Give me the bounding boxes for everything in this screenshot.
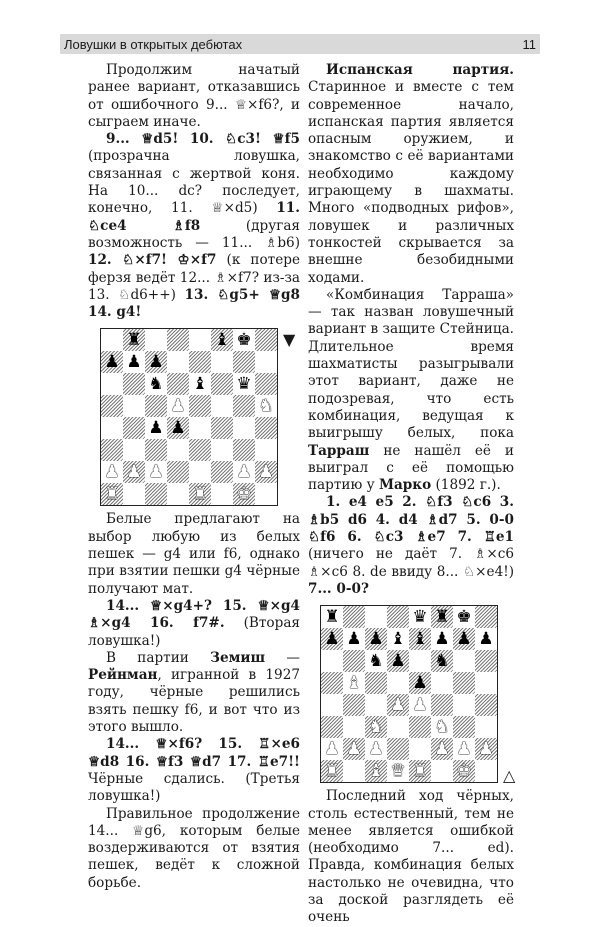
- board-square: ♟: [167, 395, 189, 417]
- board-square: [167, 329, 189, 351]
- text: «Комбинация Тарраша» — так назван ловушечный вариант в защите Стейница. Длительное время шахматисты разыгрывали этот вариант, даже не подозревая, что есть комбинация, ведущая к выигрышу белых, пока: [308, 286, 514, 442]
- board-square: ♝: [387, 628, 409, 650]
- board-square: [189, 417, 211, 439]
- board-square: [343, 716, 365, 738]
- board-square: [343, 694, 365, 716]
- board-square: ♞: [145, 373, 167, 395]
- board-square: [145, 439, 167, 461]
- board-square: [101, 395, 123, 417]
- board-square: [189, 395, 211, 417]
- board-square: [387, 716, 409, 738]
- board-square: ♚: [453, 760, 475, 782]
- board-square: [475, 760, 497, 782]
- player-name: Тарраш: [308, 442, 370, 459]
- board-square: [145, 329, 167, 351]
- right-column: [308, 62, 514, 927]
- commentary: Чёрные сдались. (Третья ловушка!): [88, 770, 300, 805]
- board-square: [233, 439, 255, 461]
- board-square: [321, 716, 343, 738]
- board-square: [475, 672, 497, 694]
- board-square: ♚: [233, 329, 255, 351]
- board-square: [211, 373, 233, 395]
- board-square: [453, 672, 475, 694]
- board-square: [431, 672, 453, 694]
- board-square: ♞: [255, 395, 277, 417]
- board-square: ♜: [409, 760, 431, 782]
- board-square: [475, 694, 497, 716]
- commentary: (прозрачна ловушка, связанная с жертвой коня. На 10... dc? последует, конечно, 11. ♕×d5): [88, 148, 300, 217]
- commentary: (к потере ферзя ведёт 12... ♗×f7? из-за 13. ♘d6++): [88, 252, 300, 303]
- board-square: [475, 716, 497, 738]
- board-square: [431, 694, 453, 716]
- board-square: [321, 672, 343, 694]
- board-square: [233, 417, 255, 439]
- running-header: [60, 34, 540, 54]
- paragraph: [88, 650, 300, 736]
- board-square: ♞: [431, 716, 453, 738]
- board-square: [365, 672, 387, 694]
- board-square: ♟: [145, 351, 167, 373]
- paragraph: Правильное продолжение 14... ♕g6, которым белые воздерживаются от взятия пешек, ведёт к сложной борьбе.: [88, 805, 300, 891]
- board-square: ♛: [233, 373, 255, 395]
- board-square: [167, 351, 189, 373]
- text: —: [265, 649, 301, 666]
- board-square: ♜: [101, 483, 123, 505]
- board-square: ♟: [145, 417, 167, 439]
- board-square: [145, 395, 167, 417]
- board-square: ♚: [453, 606, 475, 628]
- board-square: ♟: [365, 738, 387, 760]
- board-square: ♛: [387, 760, 409, 782]
- board-square: [211, 461, 233, 483]
- move-sequence: 13. ♘g5+ ♕g8 14. g4!: [88, 286, 300, 321]
- board-square: [101, 373, 123, 395]
- white-to-move-marker: △: [503, 766, 516, 786]
- board-square: [453, 694, 475, 716]
- board-square: ♟: [145, 461, 167, 483]
- board-square: ♟: [431, 628, 453, 650]
- board-square: [211, 417, 233, 439]
- board-square: [189, 461, 211, 483]
- board-square: ♟: [409, 694, 431, 716]
- board-square: [387, 738, 409, 760]
- board-square: [123, 417, 145, 439]
- board-square: [255, 483, 277, 505]
- board-square: [409, 650, 431, 672]
- board-square: [167, 461, 189, 483]
- board-square: [123, 395, 145, 417]
- board-square: ♞: [365, 716, 387, 738]
- board-square: [211, 439, 233, 461]
- chess-diagram-1: [100, 328, 296, 506]
- text: (1892 г.).: [431, 477, 501, 494]
- board-square: [255, 329, 277, 351]
- board-square: [189, 439, 211, 461]
- board-square: ♝: [343, 672, 365, 694]
- board-square: [167, 439, 189, 461]
- paragraph: [308, 287, 514, 495]
- board-square: ♟: [233, 461, 255, 483]
- board-square: [387, 672, 409, 694]
- board-square: ♟: [475, 738, 497, 760]
- black-to-move-marker: ▼: [283, 330, 296, 350]
- paragraph: Белые предлагают на выбор любую из белых пешек — g4 или f6, однако при взятии пешки g4 чёрные получают мат.: [88, 511, 300, 597]
- board-square: ♝: [211, 329, 233, 351]
- board-square: [101, 439, 123, 461]
- board-square: ♟: [387, 650, 409, 672]
- board-square: [167, 373, 189, 395]
- board-square: ♞: [365, 650, 387, 672]
- chess-board: [320, 605, 498, 783]
- paragraph: [308, 494, 514, 598]
- board-square: [211, 351, 233, 373]
- board-square: ♜: [431, 606, 453, 628]
- board-square: [189, 351, 211, 373]
- paragraph: [308, 62, 514, 287]
- board-square: [145, 483, 167, 505]
- board-square: ♟: [167, 417, 189, 439]
- board-square: ♜: [321, 606, 343, 628]
- board-square: [453, 716, 475, 738]
- board-square: [475, 606, 497, 628]
- board-square: [123, 373, 145, 395]
- board-square: ♞: [431, 650, 453, 672]
- board-square: [365, 606, 387, 628]
- board-square: [453, 650, 475, 672]
- board-square: [365, 694, 387, 716]
- move-sequence: 14... ♕×f6? 15. ♖×e6 ♕d8 16. ♕f3 ♕d7 17. ♖e7!!: [88, 736, 300, 770]
- move-sequence: 7... 0-0?: [308, 580, 369, 597]
- player-name: Земиш: [210, 649, 266, 666]
- move-sequence: 9... ♕d5! 10. ♘c3! ♕f5: [106, 131, 300, 148]
- paragraph: Последний ход чёрных, столь естественный, тем не менее является ошибкой (необходимо 7... ed). Правда, комбинация белых настолько не очевидна, что за доской разглядеть её очень: [308, 788, 514, 926]
- board-square: [321, 694, 343, 716]
- board-square: ♟: [453, 628, 475, 650]
- board-square: [101, 329, 123, 351]
- board-square: [343, 606, 365, 628]
- board-square: [409, 716, 431, 738]
- board-square: [255, 351, 277, 373]
- text: , игранной в 1927 году, чёрные решились взять пешку f6, и вот что из этого вышло.: [88, 667, 300, 736]
- board-square: ♟: [321, 628, 343, 650]
- move-sequence: 14... ♕×g4+? 15. ♕×g4 ♗×g4 16. f7#.: [88, 597, 300, 632]
- left-column: [88, 62, 300, 892]
- move-sequence: 1. e4 e5 2. ♘f3 ♘c6 3. ♗b5 d6 4. d4 ♗d7 5. 0-0 ♘f6 6. ♘c3 ♗e7 7. ♖e1: [308, 494, 514, 546]
- board-square: [233, 351, 255, 373]
- board-square: ♜: [321, 760, 343, 782]
- board-square: [233, 395, 255, 417]
- board-square: ♟: [321, 738, 343, 760]
- board-square: [475, 650, 497, 672]
- board-square: ♟: [101, 351, 123, 373]
- board-square: [123, 483, 145, 505]
- board-square: [255, 439, 277, 461]
- paragraph: [88, 736, 300, 805]
- board-square: ♝: [409, 628, 431, 650]
- board-square: [255, 373, 277, 395]
- paragraph: [88, 598, 300, 650]
- board-square: [123, 439, 145, 461]
- board-square: ♟: [453, 738, 475, 760]
- board-square: [189, 329, 211, 351]
- board-square: ♟: [365, 628, 387, 650]
- board-square: ♟: [123, 351, 145, 373]
- board-square: ♝: [365, 760, 387, 782]
- board-square: [387, 606, 409, 628]
- board-square: ♟: [387, 694, 409, 716]
- board-square: [431, 760, 453, 782]
- board-square: ♟: [343, 738, 365, 760]
- board-square: ♟: [255, 461, 277, 483]
- board-square: [343, 650, 365, 672]
- board-square: ♟: [431, 738, 453, 760]
- board-square: [211, 395, 233, 417]
- board-square: ♜: [123, 329, 145, 351]
- commentary: (другая возможность — 11... ♗b6): [88, 217, 301, 251]
- move-sequence: 12. ♘×f7! ♔×f7: [88, 252, 217, 269]
- board-square: [321, 650, 343, 672]
- paragraph: Продолжим начатый ранее вариант, отказавшись от ошибочного 9... ♕×f6?, и сыграем иначе.: [88, 62, 300, 130]
- board-square: ♟: [123, 461, 145, 483]
- chess-diagram-2: [320, 605, 516, 786]
- board-square: ♟: [475, 628, 497, 650]
- section-title: Испанская партия.: [326, 62, 514, 78]
- player-name: Марко: [378, 477, 432, 494]
- page-number: 11: [522, 36, 536, 52]
- board-square: ♟: [409, 672, 431, 694]
- paragraph: [88, 131, 300, 321]
- text: не нашёл её и выиграл с её помощью партию у: [308, 442, 514, 494]
- board-square: ♜: [189, 483, 211, 505]
- board-square: [167, 483, 189, 505]
- text: Старинное и вместе с тем современное начало, испанская партия является опасным оружием, и знакомство с её вариантами необходимо каждому играющему в шахматы. Много «подводных рифов», ловушек и различных тонкостей скрывается за внешне безобидными ходами.: [308, 79, 514, 286]
- chess-board: [100, 328, 278, 506]
- board-square: [211, 483, 233, 505]
- board-square: [101, 417, 123, 439]
- board-square: ♟: [343, 628, 365, 650]
- board-square: [343, 760, 365, 782]
- player-name: Рейнман: [88, 667, 158, 684]
- board-square: [255, 417, 277, 439]
- text: В партии: [106, 649, 211, 666]
- chapter-title: Ловушки в открытых дебютах: [64, 36, 243, 52]
- board-square: [409, 738, 431, 760]
- board-square: ♟: [101, 461, 123, 483]
- commentary: (Вторая ловушка!): [88, 615, 300, 649]
- commentary: (ничего не даёт 7. ♗×c6 ♗×c6 8. de ввиду 8... ♘×e4!): [308, 546, 514, 580]
- move-sequence: 11. ♘ce4 ♗f8: [88, 200, 300, 234]
- board-square: ♝: [189, 373, 211, 395]
- board-square: ♚: [233, 483, 255, 505]
- board-square: ♛: [409, 606, 431, 628]
